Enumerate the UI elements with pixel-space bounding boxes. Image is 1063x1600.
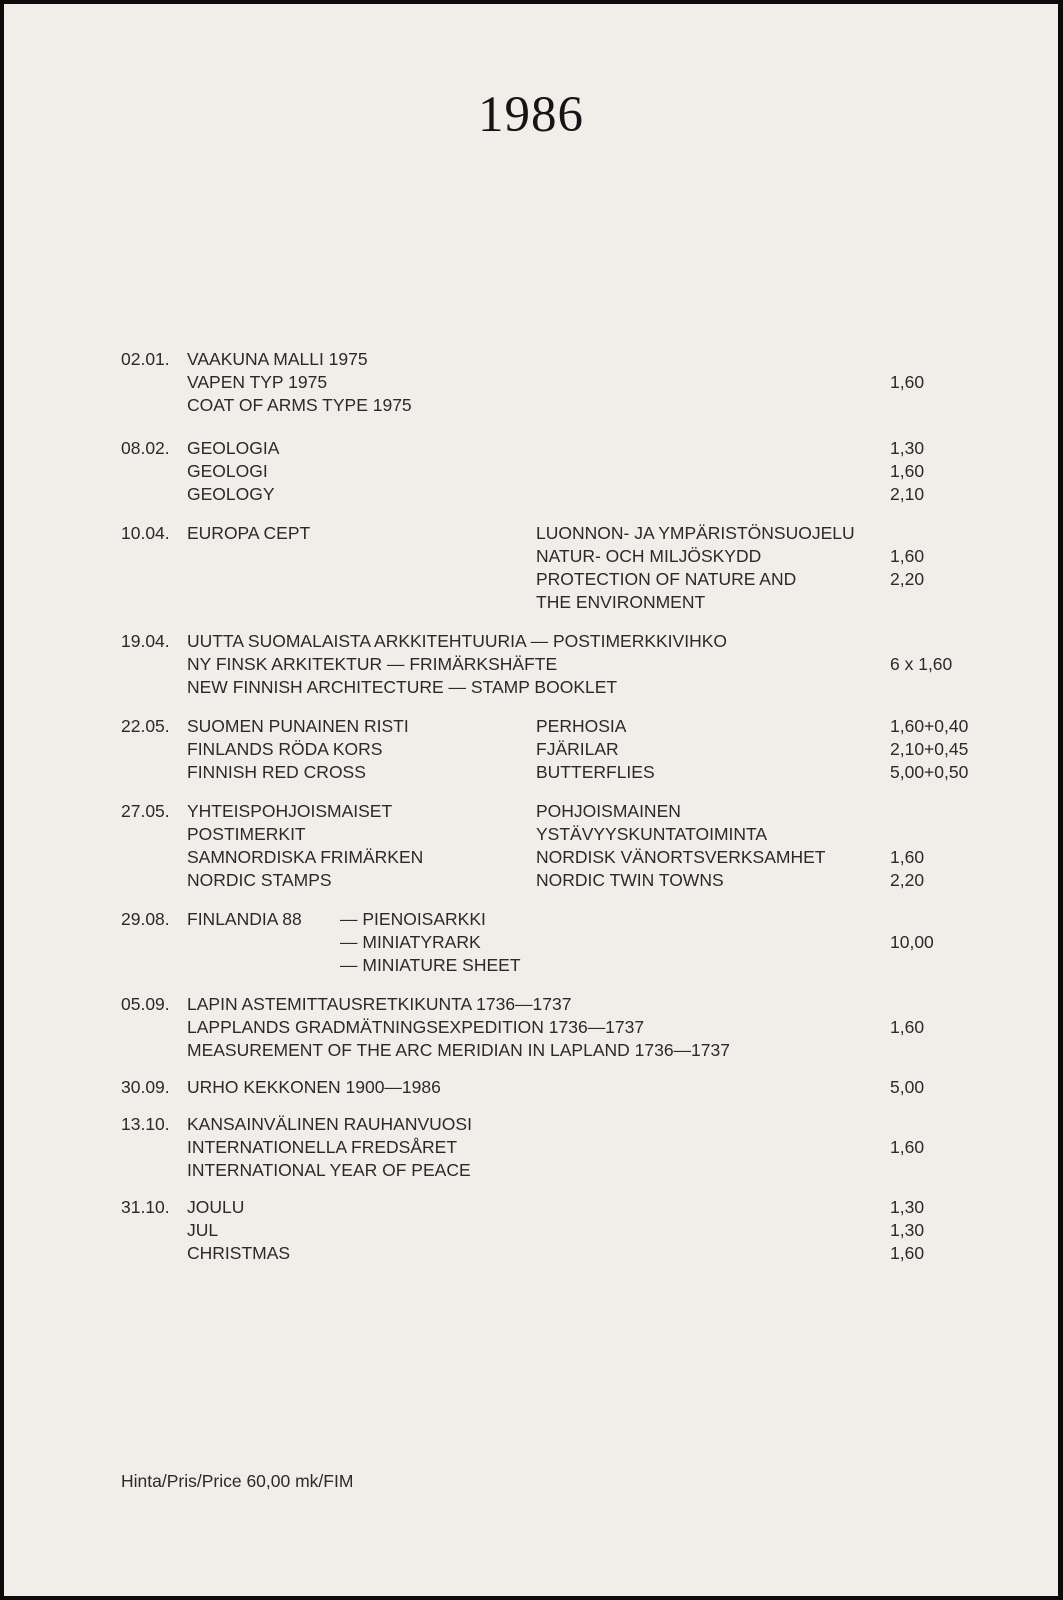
entry-line bbox=[4, 394, 1058, 417]
issue-date: 13.10. bbox=[121, 1114, 170, 1134]
stamp-issue-entry bbox=[4, 348, 1058, 417]
issue-title: CHRISTMAS bbox=[187, 1243, 291, 1263]
issue-title: URHO KEKKONEN 1900—1986 bbox=[187, 1077, 441, 1097]
issue-theme: NORDISK VÄNORTSVERKSAMHET bbox=[536, 847, 826, 867]
entry-line bbox=[4, 1076, 1058, 1099]
issue-theme: YSTÄVYYSKUNTATOIMINTA bbox=[536, 824, 768, 844]
issue-date: 19.04. bbox=[121, 631, 170, 651]
stamp-issue-list bbox=[4, 348, 1058, 1265]
entry-line bbox=[4, 800, 1058, 823]
entry-line bbox=[4, 738, 1058, 761]
stamp-issue-entry bbox=[4, 715, 1058, 784]
face-value: 10,00 bbox=[890, 932, 934, 952]
entry-line bbox=[4, 1242, 1058, 1265]
face-value: 1,60 bbox=[890, 372, 925, 392]
issue-title: VAAKUNA MALLI 1975 bbox=[187, 349, 368, 369]
face-value: 2,20 bbox=[890, 870, 925, 890]
entry-line bbox=[4, 591, 1058, 614]
issue-title: INTERNATIONELLA FREDSÅRET bbox=[187, 1137, 458, 1157]
issue-date: 22.05. bbox=[121, 716, 170, 736]
issue-title: NORDIC STAMPS bbox=[187, 870, 332, 890]
issue-title: NEW FINNISH ARCHITECTURE — STAMP BOOKLET bbox=[187, 677, 618, 697]
entry-line bbox=[4, 1016, 1058, 1039]
stamp-issue-entry bbox=[4, 1196, 1058, 1265]
entry-line bbox=[4, 761, 1058, 784]
stamp-issue-entry bbox=[4, 1113, 1058, 1182]
issue-date: 30.09. bbox=[121, 1077, 170, 1097]
face-value: 6 x 1,60 bbox=[890, 654, 953, 674]
issue-title: YHTEISPOHJOISMAISET bbox=[187, 801, 393, 821]
entry-line bbox=[4, 630, 1058, 653]
issue-title: VAPEN TYP 1975 bbox=[187, 372, 328, 392]
face-value: 1,30 bbox=[890, 1220, 925, 1240]
entry-line bbox=[4, 437, 1058, 460]
issue-theme: THE ENVIRONMENT bbox=[536, 592, 706, 612]
entry-line bbox=[4, 1039, 1058, 1062]
issue-subtitle: — PIENOISARKKI bbox=[340, 909, 486, 929]
entry-line bbox=[4, 715, 1058, 738]
document-page bbox=[4, 4, 1058, 1596]
entry-line bbox=[4, 522, 1058, 545]
issue-date: 02.01. bbox=[121, 349, 170, 369]
entry-line bbox=[4, 823, 1058, 846]
stamp-issue-entry bbox=[4, 630, 1058, 699]
stamp-issue-entry bbox=[4, 993, 1058, 1062]
face-value: 1,60 bbox=[890, 461, 925, 481]
issue-date: 29.08. bbox=[121, 909, 170, 929]
issue-title: EUROPA CEPT bbox=[187, 523, 311, 543]
face-value: 1,60 bbox=[890, 1017, 925, 1037]
issue-theme: LUONNON- JA YMPÄRISTÖNSUOJELU bbox=[536, 523, 855, 543]
issue-title: KANSAINVÄLINEN RAUHANVUOSI bbox=[187, 1114, 472, 1134]
issue-title: SUOMEN PUNAINEN RISTI bbox=[187, 716, 409, 736]
entry-line bbox=[4, 460, 1058, 483]
stamp-issue-entry bbox=[4, 437, 1058, 506]
issue-title: JUL bbox=[187, 1220, 219, 1240]
entry-line bbox=[4, 908, 1058, 931]
issue-subtitle: — MINIATURE SHEET bbox=[340, 955, 521, 975]
entry-line bbox=[4, 846, 1058, 869]
issue-title: NY FINSK ARKITEKTUR — FRIMÄRKSHÄFTE bbox=[187, 654, 558, 674]
entry-line bbox=[4, 993, 1058, 1016]
face-value: 1,60 bbox=[890, 546, 925, 566]
issue-theme: PROTECTION OF NATURE AND bbox=[536, 569, 797, 589]
issue-date: 10.04. bbox=[121, 523, 170, 543]
issue-title: INTERNATIONAL YEAR OF PEACE bbox=[187, 1160, 471, 1180]
issue-title: GEOLOGIA bbox=[187, 438, 280, 458]
entry-line bbox=[4, 545, 1058, 568]
issue-title: FINLANDS RÖDA KORS bbox=[187, 739, 383, 759]
issue-title: UUTTA SUOMALAISTA ARKKITEHTUURIA — POSTIMERKKIVIHKO bbox=[187, 631, 728, 651]
issue-title: COAT OF ARMS TYPE 1975 bbox=[187, 395, 412, 415]
price-footer: Hinta/Pris/Price 60,00 mk/FIM bbox=[121, 1471, 354, 1491]
issue-title: GEOLOGY bbox=[187, 484, 275, 504]
issue-date: 08.02. bbox=[121, 438, 170, 458]
face-value: 1,60 bbox=[890, 1243, 925, 1263]
issue-theme: BUTTERFLIES bbox=[536, 762, 655, 782]
entry-line bbox=[4, 653, 1058, 676]
issue-theme: NORDIC TWIN TOWNS bbox=[536, 870, 724, 890]
issue-title: FINLANDIA 88 bbox=[187, 909, 302, 929]
entry-line bbox=[4, 483, 1058, 506]
entry-line bbox=[4, 1219, 1058, 1242]
issue-theme: PERHOSIA bbox=[536, 716, 627, 736]
issue-theme: NATUR- OCH MILJÖSKYDD bbox=[536, 546, 762, 566]
face-value: 2,10 bbox=[890, 484, 925, 504]
entry-line bbox=[4, 1159, 1058, 1182]
issue-date: 31.10. bbox=[121, 1197, 170, 1217]
face-value: 2,20 bbox=[890, 569, 925, 589]
face-value: 5,00+0,50 bbox=[890, 762, 969, 782]
issue-theme: POHJOISMAINEN bbox=[536, 801, 681, 821]
entry-line bbox=[4, 1136, 1058, 1159]
stamp-issue-entry bbox=[4, 1076, 1058, 1099]
issue-title: JOULU bbox=[187, 1197, 245, 1217]
entry-line bbox=[4, 676, 1058, 699]
issue-title: FINNISH RED CROSS bbox=[187, 762, 366, 782]
entry-line bbox=[4, 1113, 1058, 1136]
issue-title: SAMNORDISKA FRIMÄRKEN bbox=[187, 847, 424, 867]
face-value: 2,10+0,45 bbox=[890, 739, 969, 759]
issue-theme: FJÄRILAR bbox=[536, 739, 619, 759]
entry-line bbox=[4, 348, 1058, 371]
face-value: 1,30 bbox=[890, 1197, 925, 1217]
entry-line bbox=[4, 954, 1058, 977]
entry-line bbox=[4, 931, 1058, 954]
issue-date: 05.09. bbox=[121, 994, 170, 1014]
issue-subtitle: — MINIATYRARK bbox=[340, 932, 481, 952]
entry-line bbox=[4, 568, 1058, 591]
stamp-issue-entry bbox=[4, 908, 1058, 977]
stamp-issue-entry bbox=[4, 800, 1058, 892]
face-value: 1,60+0,40 bbox=[890, 716, 969, 736]
entry-line bbox=[4, 1196, 1058, 1219]
face-value: 5,00 bbox=[890, 1077, 925, 1097]
entry-line bbox=[4, 869, 1058, 892]
face-value: 1,60 bbox=[890, 1137, 925, 1157]
entry-line bbox=[4, 371, 1058, 394]
issue-title: LAPPLANDS GRADMÄTNINGSEXPEDITION 1736—1737 bbox=[187, 1017, 645, 1037]
stamp-issue-entry bbox=[4, 522, 1058, 614]
face-value: 1,30 bbox=[890, 438, 925, 458]
issue-title: LAPIN ASTEMITTAUSRETKIKUNTA 1736—1737 bbox=[187, 994, 572, 1014]
issue-title: POSTIMERKIT bbox=[187, 824, 306, 844]
issue-date: 27.05. bbox=[121, 801, 170, 821]
page-title: 1986 bbox=[478, 87, 584, 143]
issue-title: MEASUREMENT OF THE ARC MERIDIAN IN LAPLAND 1736—1737 bbox=[187, 1040, 730, 1060]
issue-title: GEOLOGI bbox=[187, 461, 268, 481]
face-value: 1,60 bbox=[890, 847, 925, 867]
